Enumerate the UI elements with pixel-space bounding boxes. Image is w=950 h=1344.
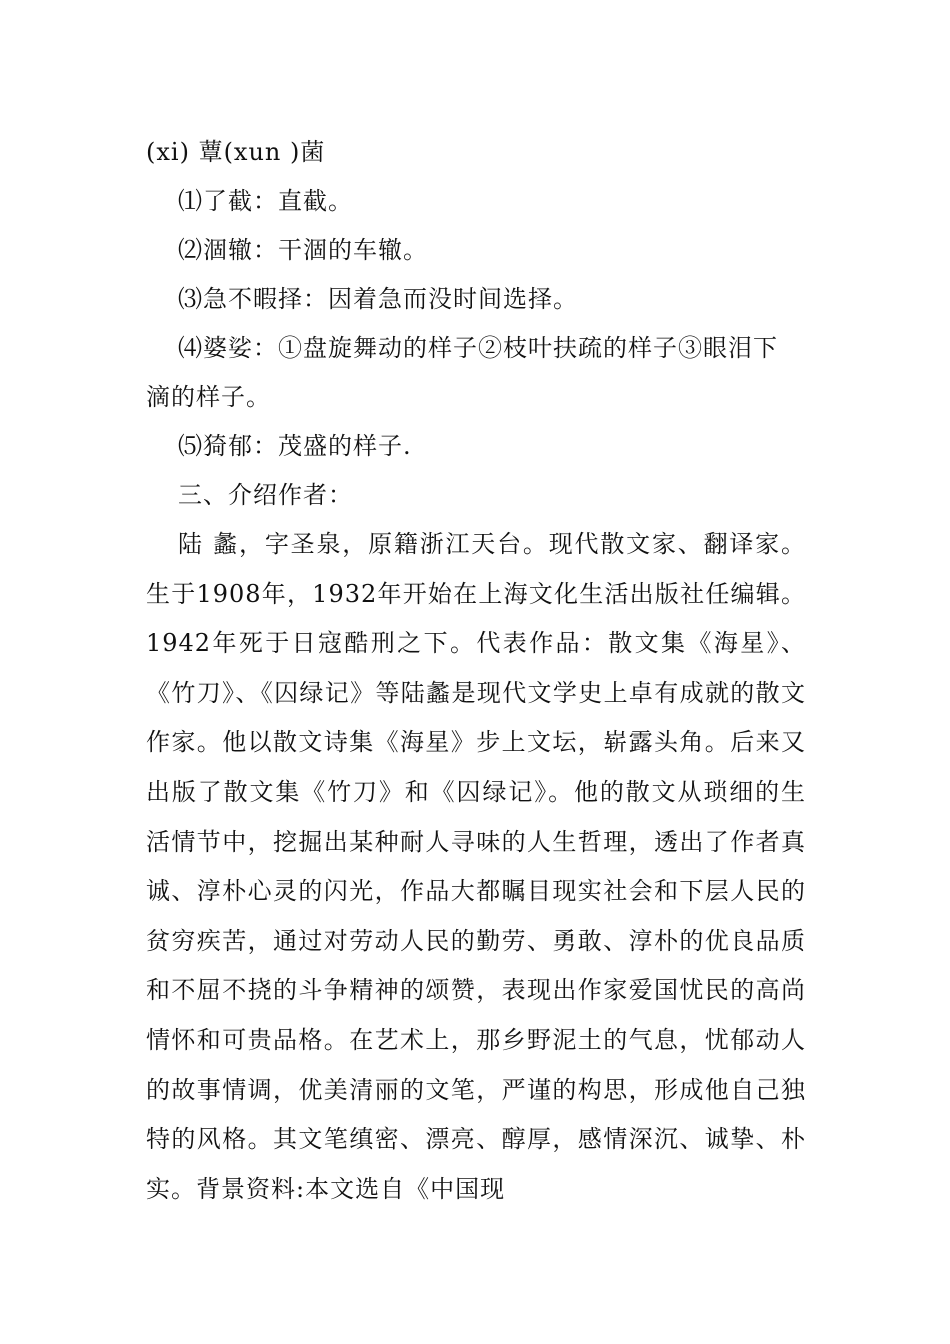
- note-3: ⑶急不暇择：因着急而没时间选择。: [178, 285, 578, 313]
- note-4-continued: 滴的样子。: [146, 383, 271, 411]
- note-4: ⑷婆娑：①盘旋舞动的样子②枝叶扶疏的样子③眼泪下: [178, 334, 778, 362]
- note-1: ⑴了截：直截。: [178, 187, 353, 215]
- document-page: [146, 128, 806, 1214]
- author-paragraph: 陆 蠡，字圣泉，原籍浙江天台。现代散文家、翻译家。生于1908年，1932年开始在上海文化生活出版社任编辑。1942年死于日寇酷刑之下。代表作品：散文集《海星》、《竹刀》、《囚绿记》等陆蠡是现代文学史上卓有成就的散文作家。他以散文诗集《海星》步上文坛，崭露头角。后来又出版了散文集《竹刀》和《囚绿记》。他的散文从琐细的生活情节中，挖掘出某种耐人寻味的人生哲理，透出了作者真诚、淳朴心灵的闪光，作品大都瞩目现实社会和下层人民的贫穷疾苦，通过对劳动人民的勤劳、勇敢、淳朴的优良品质和不屈不挠的斗争精神的颂赞，表现出作家爱国忧民的高尚情怀和可贵品格。在艺术上，那乡野泥土的气息，忧郁动人的故事情调，优美清丽的文笔，严谨的构思，形成他自己独特的风格。其文笔缜密、漂亮、醇厚，感情深沉、诚挚、朴实。背景资料:本文选自《中国现: [146, 530, 806, 1203]
- section-heading-author: 三、介绍作者：: [178, 481, 353, 509]
- pronunciation-line: (xi) 蕈(xun )菌: [146, 138, 326, 166]
- note-2: ⑵涸辙：干涸的车辙。: [178, 236, 428, 264]
- note-5: ⑸猗郁：茂盛的样子.: [178, 432, 412, 460]
